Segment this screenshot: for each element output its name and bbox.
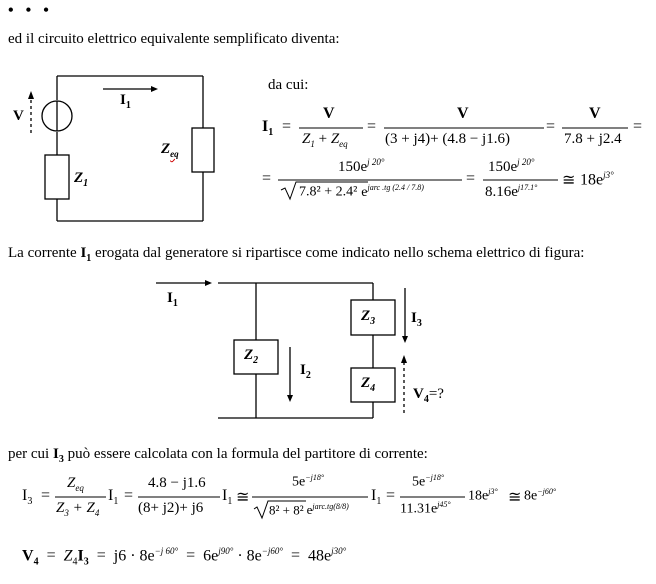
current-i2-label: $I_2$ bbox=[300, 362, 311, 381]
eq3-equals-1: = bbox=[41, 487, 51, 504]
eq1-equals-1: = bbox=[282, 118, 292, 135]
z1-label: $Z_1$ bbox=[74, 170, 89, 189]
eq3-frac2-numerator: 4.8 − j1.6 bbox=[148, 475, 206, 491]
partitore-paragraph: per cui $I_3$ può essere calcolata con la formula del partitore di corrente: bbox=[8, 446, 428, 465]
eq2-result: $18e^{j3^\circ}$ bbox=[580, 170, 614, 189]
eq1-frac1-numerator: V bbox=[323, 105, 335, 122]
eq4-line: $V_4 = Z_4I_3 = j6 \cdot 8e^{-j 60^\circ} = 6e^{j90^\circ} \cdot 8e^{-j60^\circ} = 48e^{j30^\circ}$ bbox=[22, 546, 347, 568]
intro-text: ed il circuito elettrico equivalente semplificato diventa: bbox=[8, 31, 340, 47]
eq3-multiplier: $18e^{j3^\circ}$ bbox=[468, 487, 498, 504]
eq3-equals-3: = bbox=[386, 487, 396, 504]
eq1-frac3-numerator: V bbox=[589, 105, 601, 122]
eq2-frac1-denominator: 7.8² + 2.4² $e^{jarc .tg (2.4 / 7.8)}$ bbox=[299, 183, 424, 200]
eq1-equals-4: = bbox=[633, 118, 643, 135]
eq1-frac2-numerator: V bbox=[457, 105, 469, 122]
eq2-equals-1: = bbox=[262, 170, 272, 187]
v4-unknown-label: $V_4=$? bbox=[413, 386, 444, 405]
eq1-lhs: $I_1$ bbox=[262, 118, 274, 139]
eq3-i1-b: $I_1$ bbox=[222, 487, 233, 508]
eq3-i1-c: $I_1$ bbox=[371, 487, 382, 508]
eq3-frac1-numerator: $Z_{eq}$ bbox=[67, 475, 84, 493]
eq1-equals-2: = bbox=[367, 118, 377, 135]
da-cui-text: da cui: bbox=[268, 77, 309, 93]
eq3-frac2-denominator: (8+ j2)+ j6 bbox=[138, 500, 204, 516]
eq3-approx: ≅ bbox=[236, 489, 250, 506]
section-bullets: • • • bbox=[8, 2, 53, 19]
current-i3-label: $I_3$ bbox=[411, 310, 422, 329]
current-i1-label: $I_1$ bbox=[120, 92, 131, 111]
eq3-result: $8e^{-j60^\circ}$ bbox=[524, 487, 557, 504]
eq2-equals-2: = bbox=[466, 170, 476, 187]
eq1-frac1-denominator: $Z_1 + Z_{eq}$ bbox=[302, 131, 348, 149]
eq2-frac2-denominator: $8.16e^{j17.1^\circ}$ bbox=[485, 183, 538, 200]
eq3-frac3-numerator: $5e^{-j18^\circ}$ bbox=[292, 473, 325, 490]
zeq-label: $Z_{eq}$ bbox=[161, 141, 179, 159]
source-voltage-label: V bbox=[13, 108, 24, 124]
z2-label: $Z_2$ bbox=[244, 347, 259, 366]
z3-label: $Z_3$ bbox=[361, 308, 376, 327]
eq3-approx-2: ≅ bbox=[508, 489, 522, 506]
z4-label: $Z_4$ bbox=[361, 375, 376, 394]
eq1-frac2-denominator: (3 + j4)+ (4.8 − j1.6) bbox=[385, 131, 510, 147]
eq3-frac4-denominator: $11.31e^{j45^\circ}$ bbox=[400, 500, 451, 517]
corrente-paragraph: La corrente $I_1$ erogata dal generatore si ripartisce come indicato nello schema elettrico di figura: bbox=[8, 245, 585, 264]
eq3-equals-2: = bbox=[124, 487, 134, 504]
eq2-approx: ≅ bbox=[562, 172, 576, 189]
eq3-frac1-denominator: $Z_3 + Z_4$ bbox=[56, 500, 100, 518]
eq3-i1-a: $I_1$ bbox=[108, 487, 119, 508]
eq3-frac4-numerator: $5e^{-j18^\circ}$ bbox=[412, 473, 445, 490]
eq1-frac3-denominator: 7.8 + j2.4 bbox=[564, 131, 622, 147]
eq2-frac1-numerator: $150e^{j 20^\circ}$ bbox=[338, 157, 385, 175]
eq3-frac3-denominator: 8² + 8² $e^{jarc.tg(8/8)}$ bbox=[269, 502, 349, 518]
c2-current-i1-label: $I_1$ bbox=[167, 290, 178, 309]
eq1-equals-3: = bbox=[546, 118, 556, 135]
eq3-lhs: $I_3$ bbox=[22, 487, 33, 508]
eq2-frac2-numerator: $150e^{j 20^\circ}$ bbox=[488, 157, 535, 175]
